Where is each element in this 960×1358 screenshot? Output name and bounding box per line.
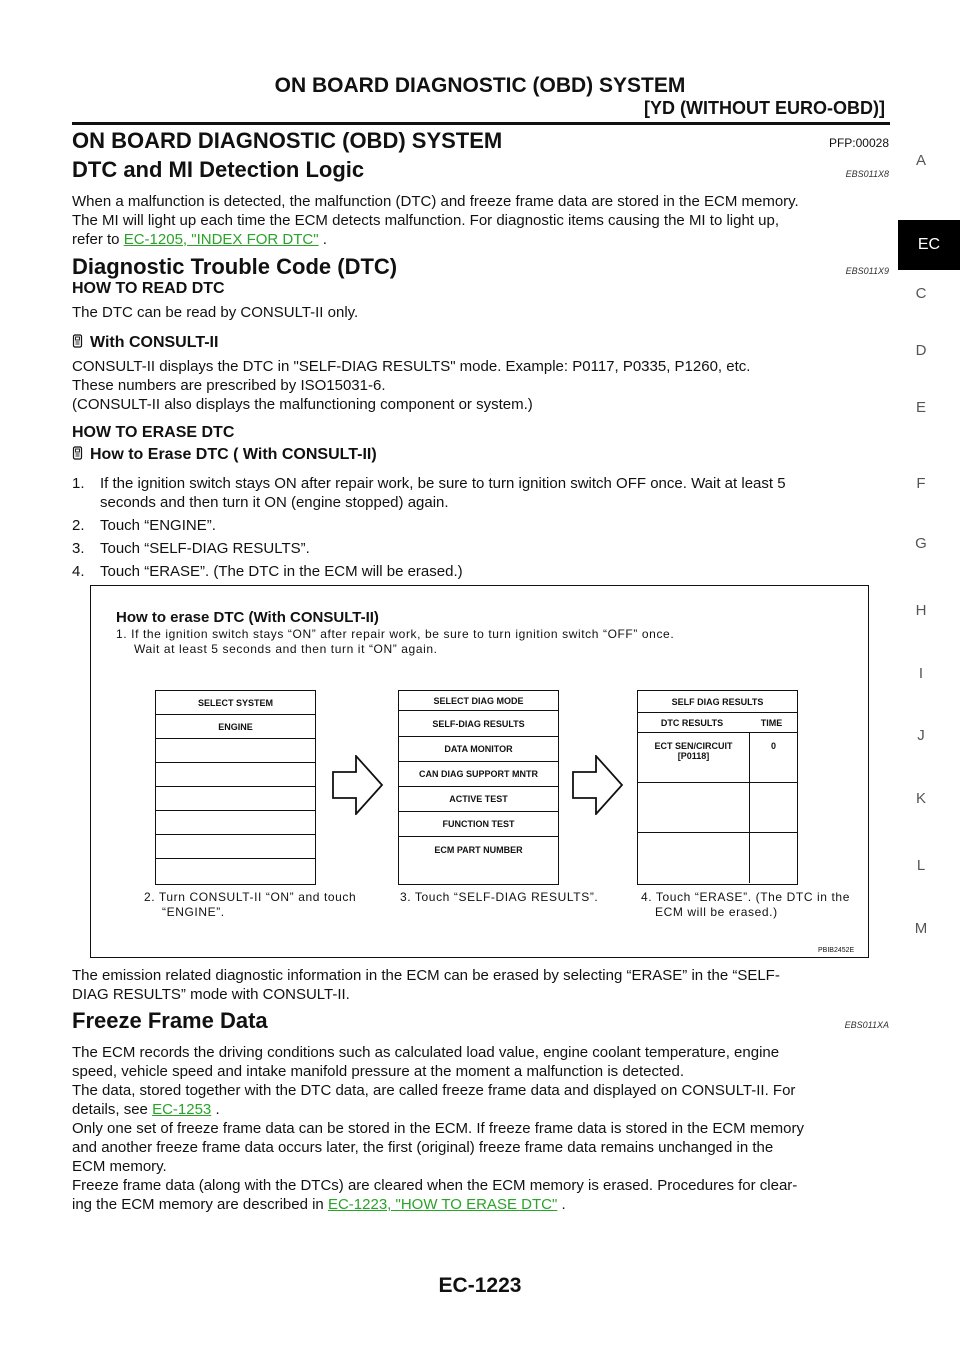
dtc-logic-line-2: The MI will light up each time the ECM detects malfunction. For diagnostic items causing the MI to light up, <box>72 212 779 229</box>
function-test-item[interactable]: FUNCTION TEST <box>399 812 558 837</box>
ecm-part-number-item[interactable]: ECM PART NUMBER <box>434 844 523 855</box>
self-diag-results-title: SELF DIAG RESULTS <box>638 691 797 713</box>
header-rule <box>72 122 890 125</box>
refer-to-text: refer to <box>72 231 120 248</box>
side-index-j[interactable]: J <box>917 727 925 744</box>
details-see-text: details, see <box>72 1101 148 1118</box>
active-test-item[interactable]: ACTIVE TEST <box>399 787 558 812</box>
read-dtc-text: The DTC can be read by CONSULT-II only. <box>72 304 359 321</box>
arrow-right-icon <box>572 755 624 815</box>
erase-note-paragraph <box>72 966 890 1004</box>
figure-instruction-1: 1. If the ignition switch stays “ON” after repair work, be sure to turn ignition switch “OFF” once. <box>116 627 675 641</box>
figure-title: How to erase DTC (With CONSULT-II) <box>116 609 379 626</box>
erase-step-1-cont: seconds and then turn it ON (engine stopped) again. <box>100 494 449 511</box>
index-for-dtc-link[interactable]: EC-1205, "INDEX FOR DTC" <box>123 231 319 248</box>
empty-row <box>156 811 315 835</box>
how-to-read-dtc-heading: HOW TO READ DTC <box>72 280 225 297</box>
erase-with-consult-heading <box>72 446 377 466</box>
dtc-logic-heading <box>72 157 892 183</box>
period-text: . <box>561 1196 566 1213</box>
time-header: TIME <box>760 717 783 728</box>
consult-tool-icon <box>72 334 84 354</box>
side-index-h[interactable]: H <box>915 602 927 619</box>
how-to-erase-dtc-link[interactable]: EC-1223, "HOW TO ERASE DTC" <box>327 1196 558 1213</box>
side-index-g[interactable]: G <box>915 535 927 552</box>
caption-step-2-line-2: “ENGINE”. <box>162 905 225 919</box>
step-text: Touch “SELF-DIAG RESULTS”. <box>100 540 310 557</box>
step-text: Touch “ERASE”. (The DTC in the ECM will be erased.) <box>100 563 463 580</box>
select-diag-mode-screen <box>398 690 559 885</box>
consult-line-2: These numbers are prescribed by ISO15031-6. <box>72 377 386 394</box>
figure-code: PBIB2452E <box>818 947 855 954</box>
caption-step-4 <box>641 890 850 920</box>
erase-step-1 <box>72 474 890 493</box>
erase-step-2 <box>72 516 216 535</box>
page-number: EC-1223 <box>438 1274 522 1297</box>
empty-row <box>156 859 315 883</box>
erase-step-4 <box>72 562 463 581</box>
running-header-subtitle: [YD (WITHOUT EURO-OBD)] <box>644 98 885 118</box>
erase-with-consult-label: How to Erase DTC ( With CONSULT-II) <box>90 446 377 463</box>
freeze-line-5: Only one set of freeze frame data can be stored in the ECM. If freeze frame data is stored in the ECM memory <box>72 1120 804 1137</box>
dtc-logic-line-3 <box>72 230 890 249</box>
arrow-right-icon <box>332 755 384 815</box>
how-to-erase-dtc-heading: HOW TO ERASE DTC <box>72 424 235 441</box>
step-number: 1. <box>72 475 85 492</box>
dtc-results-header: DTC RESULTS <box>660 717 724 728</box>
freeze-frame-paragraph <box>72 1043 890 1214</box>
dtc-logic-code: EBS011X8 <box>845 169 889 179</box>
empty-row <box>750 783 797 833</box>
select-system-screen <box>155 690 316 885</box>
described-in-text: ing the ECM memory are described in <box>72 1196 324 1213</box>
self-diag-results-screen <box>637 690 798 885</box>
dtc-logic-line-1: When a malfunction is detected, the malfunction (DTC) and freeze frame data are stored in the ECM memory. <box>72 193 799 210</box>
freeze-frame-title: Freeze Frame Data <box>72 1008 268 1033</box>
side-index-f[interactable]: F <box>916 475 926 492</box>
freeze-frame-code: EBS011XA <box>844 1020 889 1030</box>
empty-row <box>638 783 749 833</box>
ec-1253-link[interactable]: EC-1253 <box>152 1101 212 1118</box>
dtc-entry <box>638 733 749 783</box>
consult-line-1: CONSULT-II displays the DTC in "SELF-DIAG RESULTS" mode. Example: P0117, P0335, P1260, etc. <box>72 358 751 375</box>
dtc-logic-title: DTC and MI Detection Logic <box>72 157 365 182</box>
step-number: 2. <box>72 517 85 534</box>
erase-step-3 <box>72 539 310 558</box>
caption-step-4-line-2: ECM will be erased.) <box>655 905 778 919</box>
consult-line-3: (CONSULT-II also displays the malfunctioning component or system.) <box>72 396 533 413</box>
freeze-line-3: The data, stored together with the DTC data, are called freeze frame data and displayed on CONSULT-II. For <box>72 1082 796 1099</box>
erase-note-line-2: DIAG RESULTS” mode with CONSULT-II. <box>72 986 350 1003</box>
freeze-line-6: and another freeze frame data occurs later, the first (original) freeze frame data remains unchanged in the <box>72 1139 774 1156</box>
empty-row <box>156 763 315 787</box>
caption-step-2-line-1: 2. Turn CONSULT-II “ON” and touch <box>144 890 357 904</box>
dtc-code: EBS011X9 <box>845 266 889 276</box>
data-monitor-item[interactable]: DATA MONITOR <box>399 737 558 762</box>
freeze-line-8: Freeze frame data (along with the DTCs) are cleared when the ECM memory is erased. Procedures for clear- <box>72 1177 798 1194</box>
freeze-frame-heading <box>72 1008 892 1034</box>
side-index-k[interactable]: K <box>915 790 926 807</box>
self-diag-results-item[interactable]: SELF-DIAG RESULTS <box>399 711 558 737</box>
period-text: . <box>215 1101 220 1118</box>
with-consult-label: With CONSULT-II <box>90 334 219 351</box>
empty-row <box>156 739 315 763</box>
side-index-i[interactable]: I <box>918 665 924 682</box>
side-index-active-tab[interactable]: EC <box>898 220 960 270</box>
caption-step-3: 3. Touch “SELF-DIAG RESULTS”. <box>400 890 599 904</box>
dtc-entry-name: ECT SEN/CIRCUIT <box>654 741 733 751</box>
dtc-entry-code: [P0118] <box>677 751 710 761</box>
engine-item[interactable]: ENGINE <box>156 715 315 739</box>
empty-row <box>156 787 315 811</box>
can-diag-support-item[interactable]: CAN DIAG SUPPORT MNTR <box>399 762 558 787</box>
side-index-m[interactable]: M <box>914 920 928 937</box>
dtc-logic-paragraph <box>72 192 890 249</box>
section-heading <box>72 128 892 154</box>
caption-step-4-line-1: 4. Touch “ERASE”. (The DTC in the <box>641 890 850 904</box>
figure-instruction-2: Wait at least 5 seconds and then turn it “ON” again. <box>134 642 438 656</box>
results-header-row <box>638 713 797 733</box>
empty-row <box>156 835 315 859</box>
time-value: 0 <box>750 733 797 783</box>
freeze-line-4 <box>72 1100 890 1119</box>
caption-step-2 <box>144 890 356 920</box>
dtc-title: Diagnostic Trouble Code (DTC) <box>72 254 398 279</box>
side-index-d[interactable]: D <box>915 342 927 359</box>
section-title: ON BOARD DIAGNOSTIC (OBD) SYSTEM <box>72 128 503 153</box>
dtc-heading <box>72 254 892 280</box>
side-index-e[interactable]: E <box>915 399 926 416</box>
time-column <box>750 733 797 883</box>
erase-note-line-1: The emission related diagnostic information in the ECM can be erased by selecting “ERASE” in the “SELF- <box>72 967 780 984</box>
select-diag-mode-title: SELECT DIAG MODE <box>399 691 558 711</box>
freeze-line-2: speed, vehicle speed and intake manifold pressure at the moment a malfunction is detected. <box>72 1063 685 1080</box>
dtc-column <box>638 733 750 883</box>
side-index-l[interactable]: L <box>916 857 926 874</box>
period-text: . <box>322 231 327 248</box>
step-text: Touch “ENGINE”. <box>100 517 216 534</box>
pfp-code: PFP:00028 <box>828 136 889 150</box>
freeze-line-1: The ECM records the driving conditions such as calculated load value, engine coolant temperature, engine <box>72 1044 780 1061</box>
select-system-title: SELECT SYSTEM <box>156 691 315 715</box>
step-number: 3. <box>72 540 85 557</box>
freeze-line-9 <box>72 1195 890 1214</box>
running-header-title: ON BOARD DIAGNOSTIC (OBD) SYSTEM <box>274 74 686 97</box>
with-consult-heading <box>72 334 218 354</box>
side-index-a[interactable]: A <box>915 152 926 169</box>
consult-paragraph <box>72 357 750 414</box>
step-number: 4. <box>72 563 85 580</box>
freeze-line-7: ECM memory. <box>72 1158 167 1175</box>
consult-tool-icon <box>72 446 84 466</box>
step-text: If the ignition switch stays ON after repair work, be sure to turn ignition switch OFF once. Wait at least 5 <box>100 475 786 492</box>
side-index-c[interactable]: C <box>915 285 927 302</box>
